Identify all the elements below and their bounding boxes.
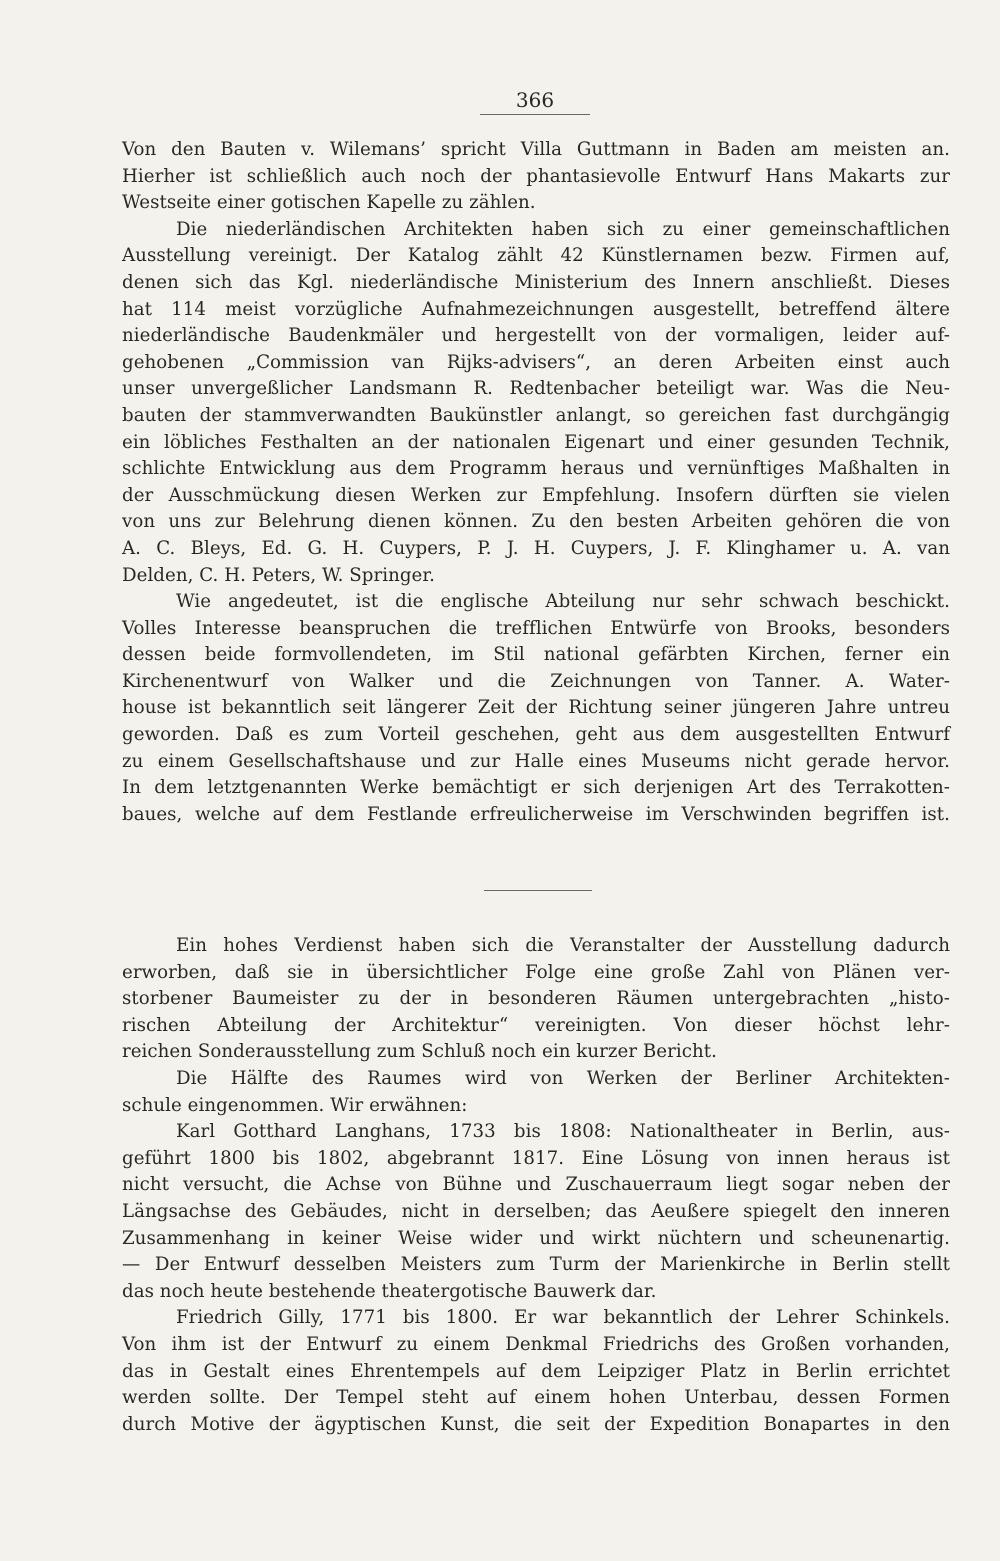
text-line: schlichte Entwicklung aus dem Programm heraus und vernünftiges Maßhalten in [122, 458, 950, 480]
text-line: der Ausschmückung diesen Werken zur Empfehlung. Insofern dürften sie vielen [122, 484, 950, 506]
text-line: Von den Bauten v. Wilemans’ spricht Villa Guttmann in Baden am meisten an. [122, 139, 950, 160]
text-line: das in Gestalt eines Ehrentempels auf dem Leipziger Platz in Berlin errichtet [122, 1360, 950, 1382]
text-line: erworben, daß sie in übersichtlicher Folge eine große Zahl von Plänen ver- [122, 961, 950, 983]
text-line: unser unvergeßlicher Landsmann R. Redtenbacher beteiligt war. Was die Neu- [122, 378, 950, 400]
text-line: Delden, C. H. Peters, W. Springer. [122, 564, 435, 586]
text-line: bauten der stammverwandten Baukünstler anlangt, so gereichen fast durchgängig [122, 404, 950, 426]
text-line: zu einem Gesellschaftshause und zur Halle eines Museums nicht gerade hervor. [122, 750, 950, 772]
text-line: Hierher ist schließlich auch noch der phantasievolle Entwurf Hans Makarts zur [122, 165, 950, 187]
section-historical-department [122, 933, 950, 1438]
text-line: durch Motive der ägyptischen Kunst, die seit der Expedition Bonapartes in den [122, 1413, 950, 1435]
text-line: werden sollte. Der Tempel steht auf einem hohen Unterbau, dessen Formen [122, 1387, 950, 1409]
text-line: hat 114 meist vorzügliche Aufnahmezeichnungen ausgestellt, betreffend ältere [122, 298, 950, 320]
text-line: geführt 1800 bis 1802, abgebrannt 1817. Eine Lösung von innen heraus ist [122, 1147, 950, 1169]
text-line: nicht versucht, die Achse von Bühne und Zuschauerraum liegt sogar neben der [122, 1174, 950, 1196]
text-line: niederländische Baudenkmäler und hergestellt von der vormaligen, leider auf- [122, 325, 950, 347]
text-line: baues, welche auf dem Festlande erfreulicherweise im Verschwinden begriffen ist. [122, 803, 950, 825]
paragraph-start: Karl Gotthard Langhans, 1733 bis 1808: Nationaltheater in Berlin, aus- [176, 1121, 950, 1143]
text-line: Kirchenentwurf von Walker und die Zeichnungen von Tanner. A. Water- [122, 670, 950, 692]
text-line: Von ihm ist der Entwurf zu einem Denkmal Friedrichs des Großen vorhanden, [122, 1333, 950, 1355]
text-line: house ist bekanntlich seit längerer Zeit der Richtung seiner jüngeren Jahre untreu [122, 697, 950, 719]
text-line: gehobenen „Commission van Rijks-advisers“, an deren Arbeiten einst auch [122, 351, 950, 373]
text-line: schule eingenommen. Wir erwähnen: [122, 1094, 468, 1116]
page-number: 366 [515, 88, 555, 112]
text-line: — Der Entwurf desselben Meisters zum Turm der Marienkirche in Berlin stellt [122, 1254, 950, 1276]
paragraph-start: Wie angedeutet, ist die englische Abteilung nur sehr schwach beschickt. [176, 591, 950, 613]
text-line: Zusammenhang in keiner Weise wider und wirkt nüchtern und scheunenartig. [122, 1227, 950, 1249]
text-line: denen sich das Kgl. niederländische Ministerium des Innern anschließt. Dieses [122, 271, 950, 293]
text-line: storbener Baumeister zu der in besonderen Räumen untergebrachten „histo- [122, 988, 950, 1010]
text-line: rischen Abteilung der Architektur“ vereinigten. Von dieser höchst lehr- [122, 1014, 950, 1036]
text-line: von uns zur Belehrung dienen können. Zu den besten Arbeiten gehören die von [122, 511, 950, 533]
text-line: geworden. Daß es zum Vorteil geschehen, geht aus dem ausgestellten Entwurf [122, 724, 950, 746]
text-line: reichen Sonderausstellung zum Schluß noch ein kurzer Bericht. [122, 1041, 717, 1063]
text-line: Ausstellung vereinigt. Der Katalog zählt 42 Künstlernamen bezw. Firmen auf, [122, 245, 950, 267]
text-line: Volles Interesse beanspruchen die trefflichen Entwürfe von Brooks, besonders [122, 617, 950, 639]
text-line: Längsachse des Gebäudes, nicht in derselben; das Aeußere spiegelt den inneren [122, 1200, 950, 1222]
text-line: In dem letztgenannten Werke bemächtigt er sich derjenigen Art des Terrakotten- [122, 777, 950, 799]
text-line: dessen beide formvollendeten, im Stil national gefärbten Kirchen, ferner ein [122, 644, 950, 666]
text-line: Westseite einer gotischen Kapelle zu zählen. [122, 192, 536, 214]
page-number-rule [480, 114, 590, 115]
paragraph-start: Ein hohes Verdienst haben sich die Veranstalter der Ausstellung dadurch [176, 935, 950, 956]
section-architecture-exhibition [122, 137, 950, 828]
section-divider [484, 890, 592, 891]
paragraph-start: Die niederländischen Architekten haben sich zu einer gemeinschaftlichen [176, 218, 950, 240]
paragraph-start: Friedrich Gilly, 1771 bis 1800. Er war bekanntlich der Lehrer Schinkels. [176, 1307, 950, 1329]
text-line: A. C. Bleys, Ed. G. H. Cuypers, P. J. H. Cuypers, J. F. Klinghamer u. A. van [122, 537, 950, 559]
paragraph-start: Die Hälfte des Raumes wird von Werken der Berliner Architekten- [176, 1067, 950, 1089]
text-line: ein löbliches Festhalten an der nationalen Eigenart und einer gesunden Technik, [122, 431, 950, 453]
text-line: das noch heute bestehende theatergotische Bauwerk dar. [122, 1280, 657, 1302]
